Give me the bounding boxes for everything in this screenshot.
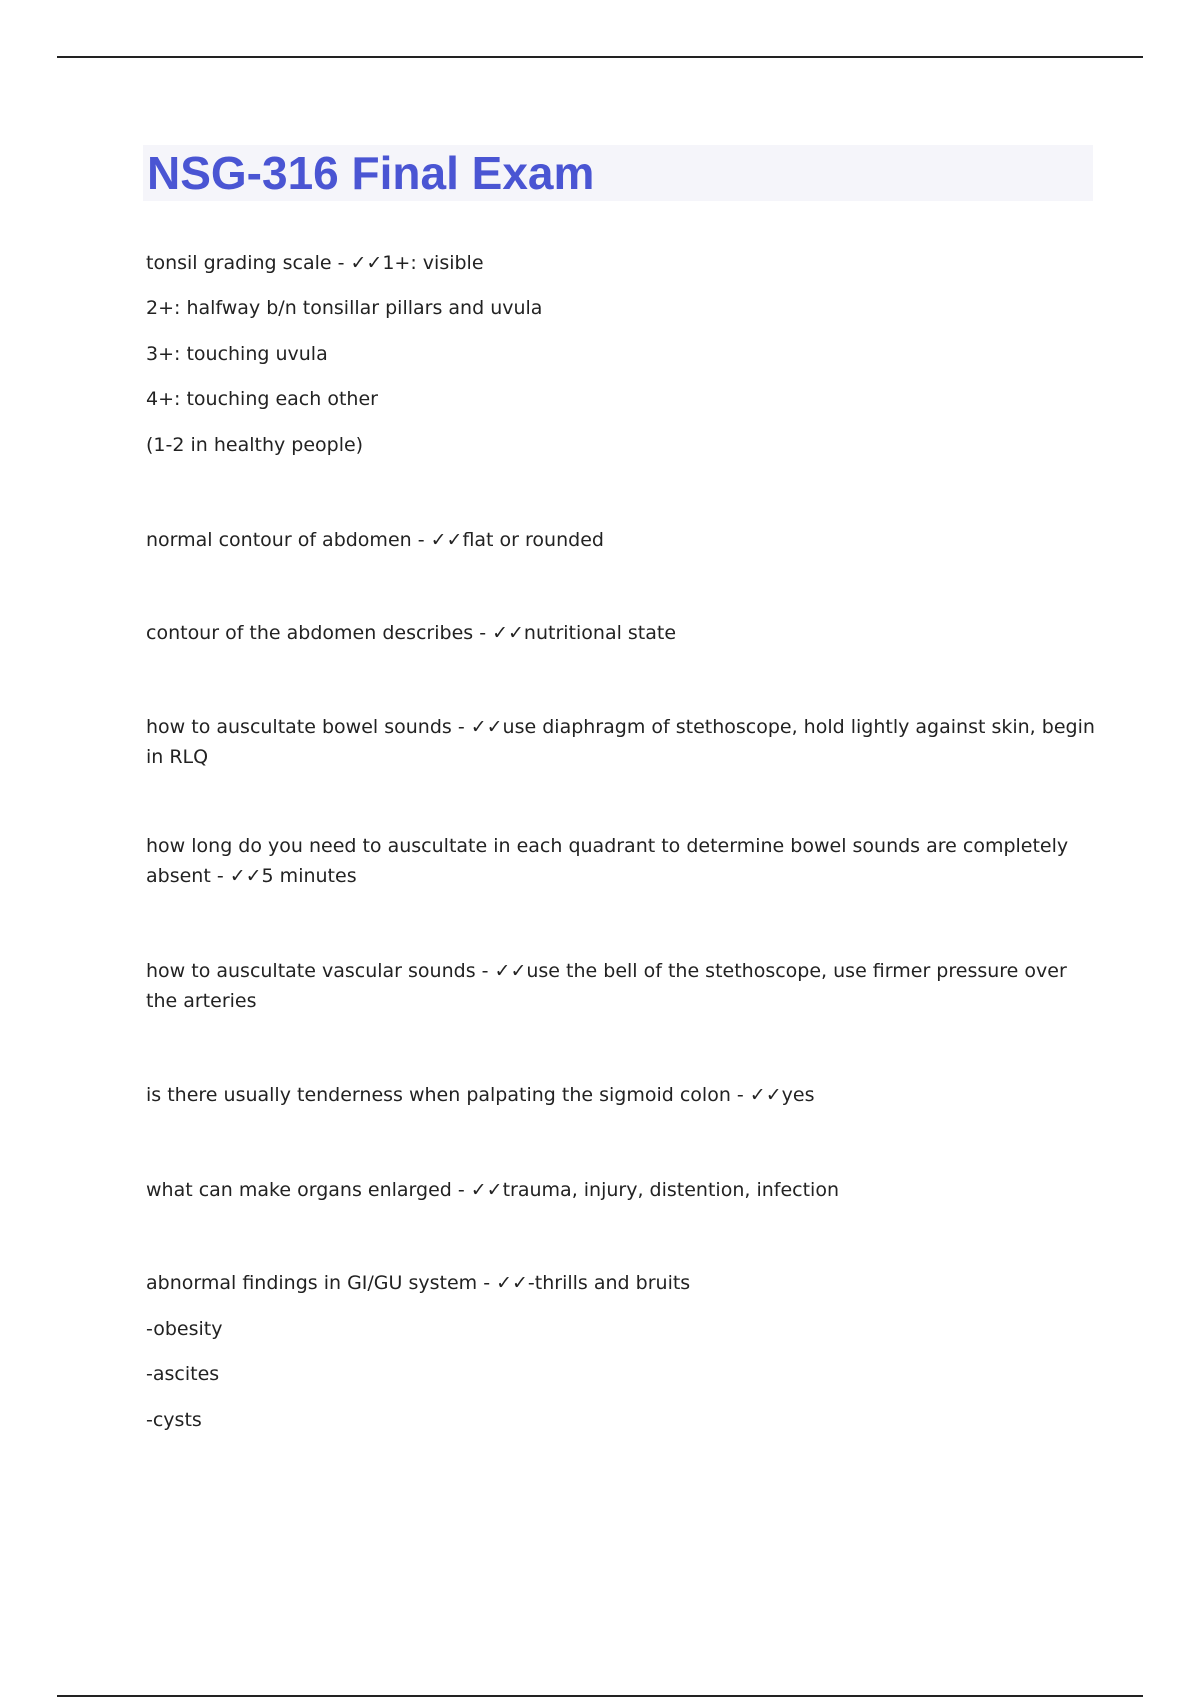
card-organs-enlarged: what can make organs enlarged - ✓✓trauma, injury, distention, infection: [146, 1179, 839, 1201]
tonsil-grade-3: 3+: touching uvula: [146, 343, 328, 365]
tonsil-grade-4: 4+: touching each other: [146, 388, 378, 410]
tonsil-grade-2: 2+: halfway b/n tonsillar pillars and uvula: [146, 297, 543, 319]
top-rule: [57, 56, 1143, 58]
bottom-rule: [57, 1695, 1143, 1697]
card-abdomen-contour: normal contour of abdomen - ✓✓flat or rounded: [146, 529, 604, 551]
finding-obesity: -obesity: [146, 1318, 223, 1340]
card-contour-describes: contour of the abdomen describes - ✓✓nutritional state: [146, 622, 677, 644]
card-bowel-sounds: how to auscultate bowel sounds - ✓✓use diaphragm of stethoscope, hold lightly against skin, begin in RLQ: [146, 716, 1095, 768]
card-bowel-absent: how long do you need to auscultate in each quadrant to determine bowel sounds are completely absent - ✓✓5 minutes: [146, 835, 1069, 887]
page-title: NSG-316 Final Exam: [147, 147, 595, 199]
card-sigmoid-tenderness: is there usually tenderness when palpating the sigmoid colon - ✓✓yes: [146, 1084, 815, 1106]
card-vascular-sounds: how to auscultate vascular sounds - ✓✓use the bell of the stethoscope, use firmer pressure over the arteries: [146, 960, 1067, 1012]
finding-cysts: -cysts: [146, 1409, 202, 1431]
card-tonsil-grading: tonsil grading scale - ✓✓1+: visible: [146, 252, 484, 274]
tonsil-grade-note: (1-2 in healthy people): [146, 434, 364, 456]
card-abnormal-findings: abnormal findings in GI/GU system - ✓✓-thrills and bruits: [146, 1272, 691, 1294]
finding-ascites: -ascites: [146, 1363, 220, 1385]
